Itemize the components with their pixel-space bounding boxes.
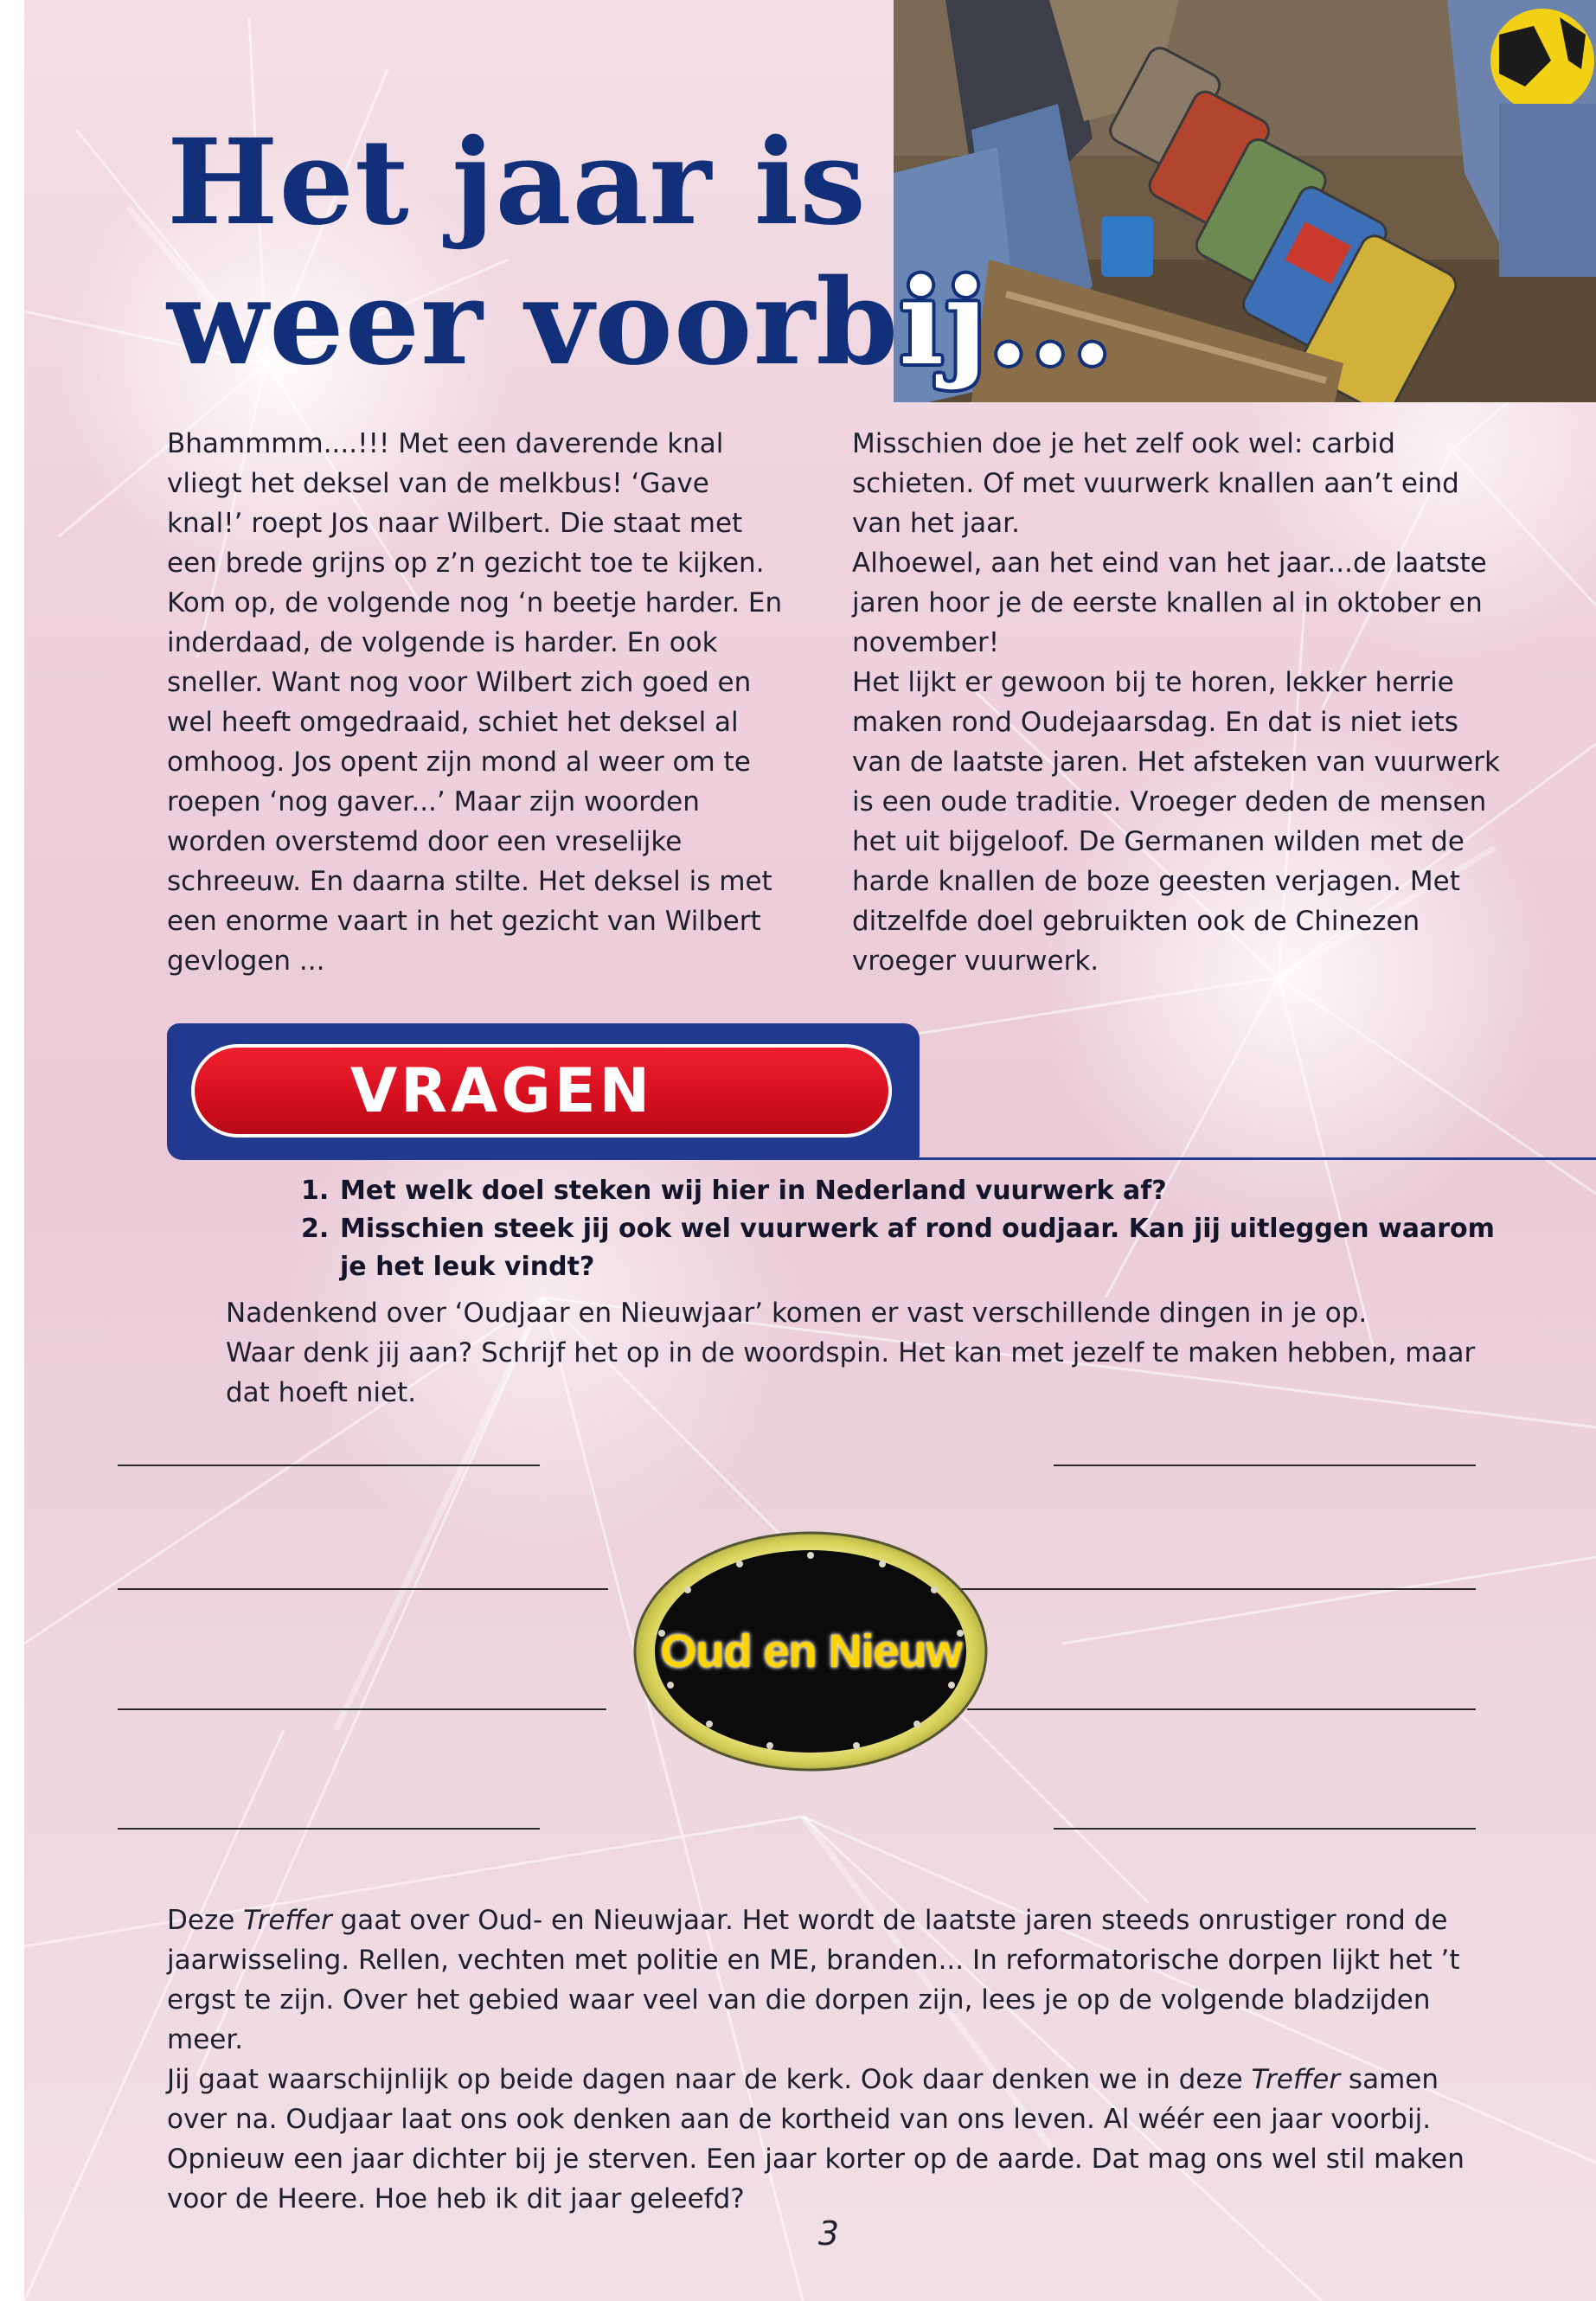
title-line-2-outlined: ij...	[899, 253, 1114, 392]
instructions-paragraph-2: Waar denk jij aan? Schrijf het op in de woordspin. Het kan met jezelf te maken hebben, maar dat hoeft niet.	[226, 1337, 1476, 1408]
answer-line-top-left[interactable]	[118, 1465, 540, 1466]
question-number: 2.	[301, 1214, 330, 1244]
answer-line-mid-left-2[interactable]	[118, 1708, 606, 1710]
closing-p2-end: samen over na. Oudjaar laat ons ook denken aan de kortheid van ons leven. Al wéér een jaar voorbij. Opnieuw een jaar dichter bij je sterven. Een jaar korter op de aarde. Dat mag ons wel stil maken voor de Heere. Hoe heb ik dit jaar geleefd?	[167, 2064, 1465, 2214]
question-number: 1.	[301, 1176, 330, 1206]
answer-line-bottom-left[interactable]	[118, 1828, 540, 1830]
right-column-paragraph-2: Alhoewel, aan het eind van het jaar...de laatste jaren hoor je de eerste knallen al in oktober en november!	[852, 548, 1487, 658]
closing-p1-start: Deze	[167, 1905, 244, 1936]
answer-line-bottom-right[interactable]	[1054, 1828, 1476, 1830]
page-title	[167, 112, 1113, 393]
woordspin-center-label: Oud en Nieuw	[660, 1625, 962, 1677]
answer-line-mid-right-2[interactable]	[967, 1708, 1476, 1710]
answer-line-mid-left-1[interactable]	[118, 1588, 608, 1590]
treffer-title: Treffer	[1251, 2064, 1341, 2095]
right-column-paragraph-3: Het lijkt er gewoon bij te horen, lekker herrie maken rond Oudejaarsdag. En dat is niet iets van de laatste jaren. Het afsteken van vuurwerk is een oude traditie. Vroeger deden de mensen het uit bijgeloof. De Germanen wilden met de harde knallen de boze geesten verjagen. Met ditzelfde doel gebruikten ook de Chinezen vroeger vuurwerk.	[852, 667, 1500, 977]
right-column-paragraph-1: Misschien doe je het zelf ook wel: carbid schieten. Of met vuurwerk knallen aan’t eind van het jaar.	[852, 428, 1459, 539]
left-column	[167, 424, 790, 981]
closing-p1-end: gaat over Oud- en Nieuwjaar. Het wordt de laatste jaren steeds onrustiger rond de jaarwisseling. Rellen, vechten met politie en ME, branden... In reformatorische dorpen lijkt het ’t ergst te zijn. Over het gebied waar veel van die dorpen zijn, lees je op de volgende bladzijden meer.	[167, 1905, 1460, 2055]
oud-en-nieuw-badge	[631, 1529, 990, 1773]
question-item	[301, 1172, 1529, 1210]
woordspin-instructions	[226, 1293, 1506, 1413]
answer-line-mid-right-1[interactable]	[957, 1588, 1476, 1590]
page-number: 3	[817, 2214, 840, 2253]
vragen-banner	[167, 1023, 920, 1160]
instructions-paragraph-1: Nadenkend over ‘Oudjaar en Nieuwjaar’ komen er vast verschillende dingen in je op.	[226, 1298, 1368, 1329]
vragen-pill	[191, 1044, 892, 1138]
question-item	[301, 1210, 1529, 1286]
page	[24, 0, 1596, 2301]
question-list	[301, 1172, 1529, 1286]
right-column	[852, 424, 1509, 981]
title-line-1: Het jaar is	[167, 113, 867, 252]
closing-text	[167, 1900, 1499, 2219]
vragen-divider	[915, 1157, 1596, 1160]
treffer-title: Treffer	[243, 1905, 332, 1936]
question-text: Met welk doel steken wij hier in Nederland vuurwerk af?	[340, 1176, 1167, 1206]
answer-line-top-right[interactable]	[1054, 1465, 1476, 1466]
left-column-text: Bhammmm....!!! Met een daverende knal vliegt het deksel van de melkbus! ‘Gave knal!’ roept Jos naar Wilbert. Die staat met een brede grijns op z’n gezicht toe te kijken. Kom op, de volgende nog ‘n beetje harder. En inderdaad, de volgende is harder. En ook sneller. Want nog voor Wilbert zich goed en wel heeft omgedraaid, schiet het deksel al omhoog. Jos opent zijn mond al weer om te roepen ‘nog gaver...’ Maar zijn woorden worden overstemd door een vreselijke schreeuw. En daarna stilte. Het deksel is met een enorme vaart in het gezicht van Wilbert gevlogen ...	[167, 428, 783, 977]
closing-paragraph-2	[167, 2060, 1499, 2219]
title-line-2-main: weer voorb	[167, 253, 900, 392]
question-text: Misschien steek jij ook wel vuurwerk af rond oudjaar. Kan jij uitleggen waarom je het leuk vindt?	[340, 1214, 1495, 1282]
title-line-2	[167, 253, 1113, 393]
closing-paragraph-1	[167, 1900, 1499, 2060]
vragen-label: VRAGEN	[350, 1055, 654, 1126]
closing-p2-start: Jij gaat waarschijnlijk op beide dagen naar de kerk. Ook daar denken we in deze	[167, 2064, 1252, 2095]
